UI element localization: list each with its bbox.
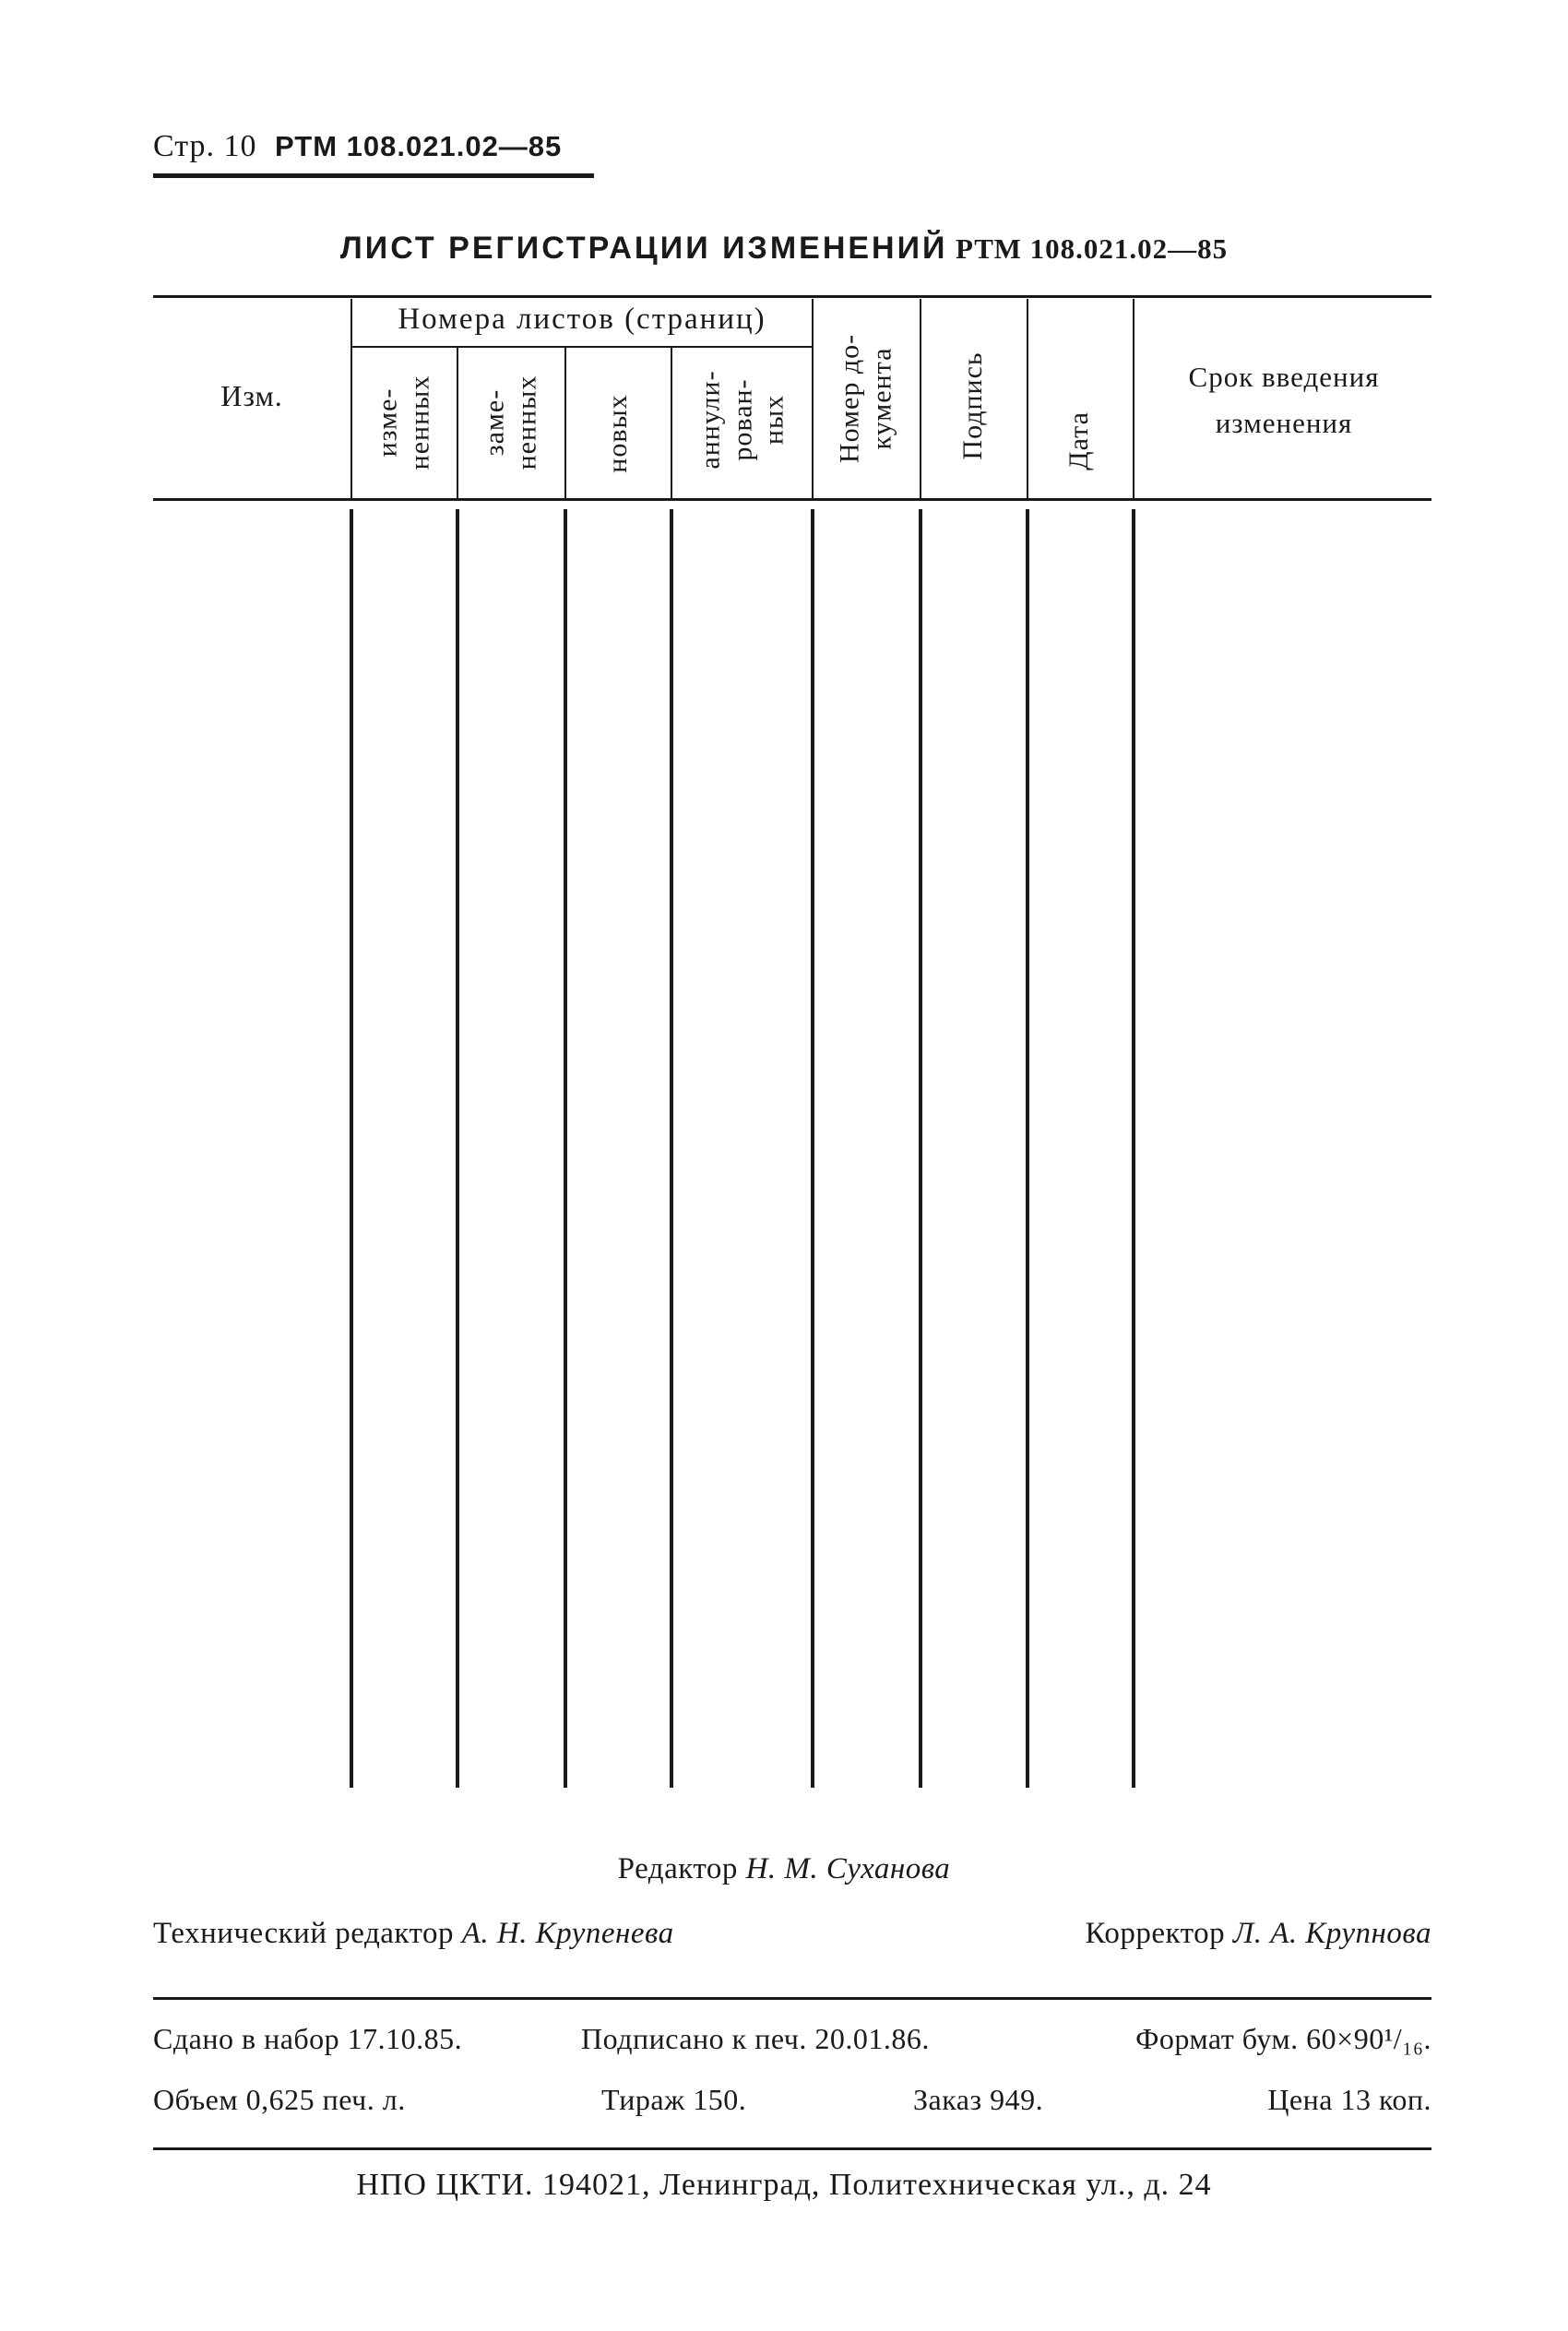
header-new: новых (601, 394, 633, 473)
column-rule (456, 509, 459, 1788)
order-number: Заказ 949. (913, 2083, 1044, 2116)
column-divider (1133, 299, 1134, 498)
corrector-name: Л. А. Крупнова (1232, 1917, 1431, 1950)
header-signature: Подпись (956, 351, 988, 460)
title-text: ЛИСТ РЕГИСТРАЦИИ ИЗМЕНЕНИЙ (339, 231, 948, 266)
editor-name: Н. М. Суханова (745, 1852, 951, 1885)
tech-editor-line (153, 1917, 674, 1951)
table-header-bottom-rule (153, 498, 1431, 501)
column-divider (920, 299, 921, 498)
column-rule (1026, 509, 1029, 1788)
typeset-date: Сдано в набор 17.10.85. (153, 2022, 463, 2055)
paper-format: Формат бум. 60×90¹/₁₆. (1135, 2022, 1431, 2055)
signed-date: Подписано к печ. 20.01.86. (581, 2022, 930, 2055)
column-divider (457, 348, 458, 498)
tech-editor-label: Технический редактор (153, 1917, 454, 1950)
column-divider (564, 348, 566, 498)
column-divider (812, 299, 814, 498)
imprint-rule-top (153, 1997, 1431, 2000)
circulation: Тираж 150. (601, 2083, 747, 2116)
editor-label: Редактор (617, 1852, 738, 1885)
price: Цена 13 коп. (1267, 2083, 1431, 2116)
imprint-rule-bottom (153, 2147, 1431, 2150)
column-rule (1132, 509, 1135, 1788)
page-label: Стр. 10 (153, 129, 257, 163)
column-rule (811, 509, 814, 1788)
column-divider (1027, 299, 1028, 498)
header-date: Дата (1063, 411, 1094, 470)
title-code: РТМ 108.021.02—85 (955, 232, 1229, 265)
header-izm: Изм. (220, 379, 283, 412)
header-annulled: аннули- рован- ных (695, 370, 790, 470)
group-header-rule (351, 346, 813, 348)
column-rule (919, 509, 922, 1788)
header-changed: изме- ненных (372, 375, 434, 470)
header-deadline: Срок введения изменения (1188, 361, 1380, 439)
tech-editor-name: А. Н. Крупенева (461, 1917, 674, 1950)
column-rule (564, 509, 567, 1788)
column-rule (670, 509, 673, 1788)
header-sheet-numbers: Номера листов (страниц) (398, 303, 766, 336)
header-document-number: Номер до- кумента (834, 333, 897, 464)
publisher-address: НПО ЦКТИ. 194021, Ленинград, Политехническая ул., д. 24 (356, 2168, 1212, 2202)
table-top-rule (153, 295, 1431, 298)
header-replaced: заме- ненных (479, 375, 541, 470)
corrector-line (1086, 1917, 1431, 1951)
column-rule (350, 509, 353, 1788)
column-divider (671, 348, 672, 498)
editor-line (0, 1852, 1568, 1886)
document-code: РТМ 108.021.02—85 (275, 130, 563, 162)
print-volume: Объем 0,625 печ. л. (153, 2083, 406, 2116)
corrector-label: Корректор (1085, 1917, 1226, 1950)
